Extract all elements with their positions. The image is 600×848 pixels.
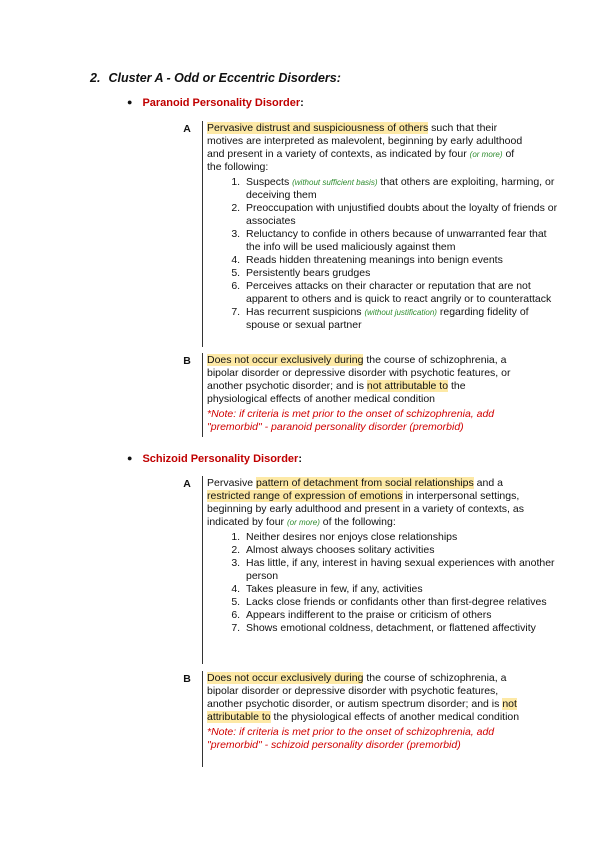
criterion-letter: B bbox=[183, 673, 191, 685]
qualifier-note: (or more) bbox=[469, 150, 503, 159]
highlighted-phrase: not attributable to bbox=[207, 698, 517, 723]
list-item: 6. Appears indifferent to the praise or criticism of others bbox=[243, 609, 561, 622]
criterion-body bbox=[202, 353, 525, 437]
list-item: 7. Shows emotional coldness, detachment, or flattened affectivity bbox=[243, 622, 561, 635]
criterion-text bbox=[207, 353, 525, 406]
text-run: and a bbox=[473, 477, 503, 489]
premorbid-note: *Note: if criteria is met prior to the onset of schizophrenia, add "premorbid" - paranoid personality disorder (premorbid) bbox=[207, 408, 495, 433]
list-item: 1. Suspects (without sufficient basis) that others are exploiting, harming, or deceiving them bbox=[243, 176, 561, 202]
list-item: 2. Preoccupation with unjustified doubts about the loyalty of friends or associates bbox=[243, 202, 561, 228]
list-item: 3. Has little, if any, interest in having sexual experiences with another person bbox=[243, 557, 561, 583]
section-heading bbox=[90, 71, 341, 85]
text-run: the course of schizophrenia, a bipolar disorder or depressive disorder with psychotic features, another psychotic disorder, or autism spectrum disorder; and is bbox=[207, 672, 507, 710]
list-item: 3. Reluctancy to confide in others because of unwarranted fear that the info will be used maliciously against them bbox=[243, 228, 561, 254]
text-run: such that their motives are interpreted as malevolent, beginning by early adulthood and present in a variety of contexts, as indicated by four bbox=[207, 122, 523, 160]
qualifier-note: (or more) bbox=[286, 518, 320, 527]
paranoid-symptom-list bbox=[207, 176, 561, 332]
criterion-body bbox=[202, 671, 525, 767]
text-run: the physiological effects of another medical condition bbox=[207, 380, 466, 405]
criterion-text bbox=[207, 671, 525, 724]
list-item: 7. Has recurrent suspicions (without justification) regarding fidelity of spouse or sexual partner bbox=[243, 306, 561, 332]
criterion-body bbox=[202, 121, 561, 347]
highlighted-phrase: Does not occur exclusively during bbox=[207, 354, 364, 366]
schizoid-criterion-b bbox=[180, 671, 525, 767]
list-item: 2. Almost always chooses solitary activities bbox=[243, 544, 561, 557]
highlighted-phrase: not attributable to bbox=[366, 380, 449, 392]
highlighted-phrase: restricted range of expression of emotions bbox=[207, 490, 403, 502]
list-item: 4. Takes pleasure in few, if any, activities bbox=[243, 583, 561, 596]
highlighted-phrase: pattern of detachment from social relationships bbox=[256, 477, 474, 489]
criterion-letter: A bbox=[183, 478, 191, 490]
criterion-body bbox=[202, 476, 561, 664]
text-run: of the following: bbox=[319, 516, 396, 528]
list-item: 1. Neither desires nor enjoys close relationships bbox=[243, 531, 561, 544]
schizoid-title-row bbox=[127, 453, 302, 465]
criterion-text bbox=[207, 476, 525, 529]
list-item: 6. Perceives attacks on their character or reputation that are not apparent to others and is quick to react angrily or to counterattack bbox=[243, 280, 561, 306]
title-colon: : bbox=[300, 97, 304, 109]
paranoid-title: Paranoid Personality Disorder bbox=[142, 97, 301, 109]
text-run: Pervasive bbox=[207, 477, 257, 489]
heading-number: 2. bbox=[90, 71, 101, 85]
schizoid-criterion-a bbox=[180, 476, 555, 664]
title-colon: : bbox=[298, 453, 302, 465]
text-run: in interpersonal settings, beginning by early adulthood and present in a variety of contexts, as indicated by four bbox=[207, 490, 524, 528]
list-item: 5. Persistently bears grudges bbox=[243, 267, 561, 280]
paranoid-criterion-a bbox=[180, 121, 558, 347]
heading-title: Cluster A - Odd or Eccentric Disorders: bbox=[108, 71, 341, 85]
text-run: the physiological effects of another medical condition bbox=[270, 711, 520, 723]
criterion-letter: A bbox=[183, 123, 191, 135]
list-item: 4. Reads hidden threatening meanings into benign events bbox=[243, 254, 561, 267]
highlighted-phrase: Pervasive distrust and suspiciousness of others bbox=[207, 122, 429, 134]
schizoid-title: Schizoid Personality Disorder bbox=[142, 453, 299, 465]
criterion-letter: B bbox=[183, 355, 191, 367]
bullet-icon: ● bbox=[127, 97, 133, 107]
bullet-icon: ● bbox=[127, 453, 133, 463]
paranoid-title-row bbox=[127, 97, 304, 109]
highlighted-phrase: Does not occur exclusively during bbox=[207, 672, 364, 684]
schizoid-symptom-list bbox=[207, 531, 561, 635]
text-run: the course of schizophrenia, a bipolar disorder or depressive disorder with psychotic features, or another psychotic disorder; and is bbox=[207, 354, 511, 392]
list-item: 5. Lacks close friends or confidants other than first-degree relatives bbox=[243, 596, 561, 609]
paranoid-criterion-b bbox=[180, 353, 525, 437]
premorbid-note: *Note: if criteria is met prior to the onset of schizophrenia, add "premorbid" - schizoid personality disorder (premorbid) bbox=[207, 726, 495, 751]
criterion-text bbox=[207, 121, 525, 174]
text-run: of the following: bbox=[207, 148, 515, 173]
